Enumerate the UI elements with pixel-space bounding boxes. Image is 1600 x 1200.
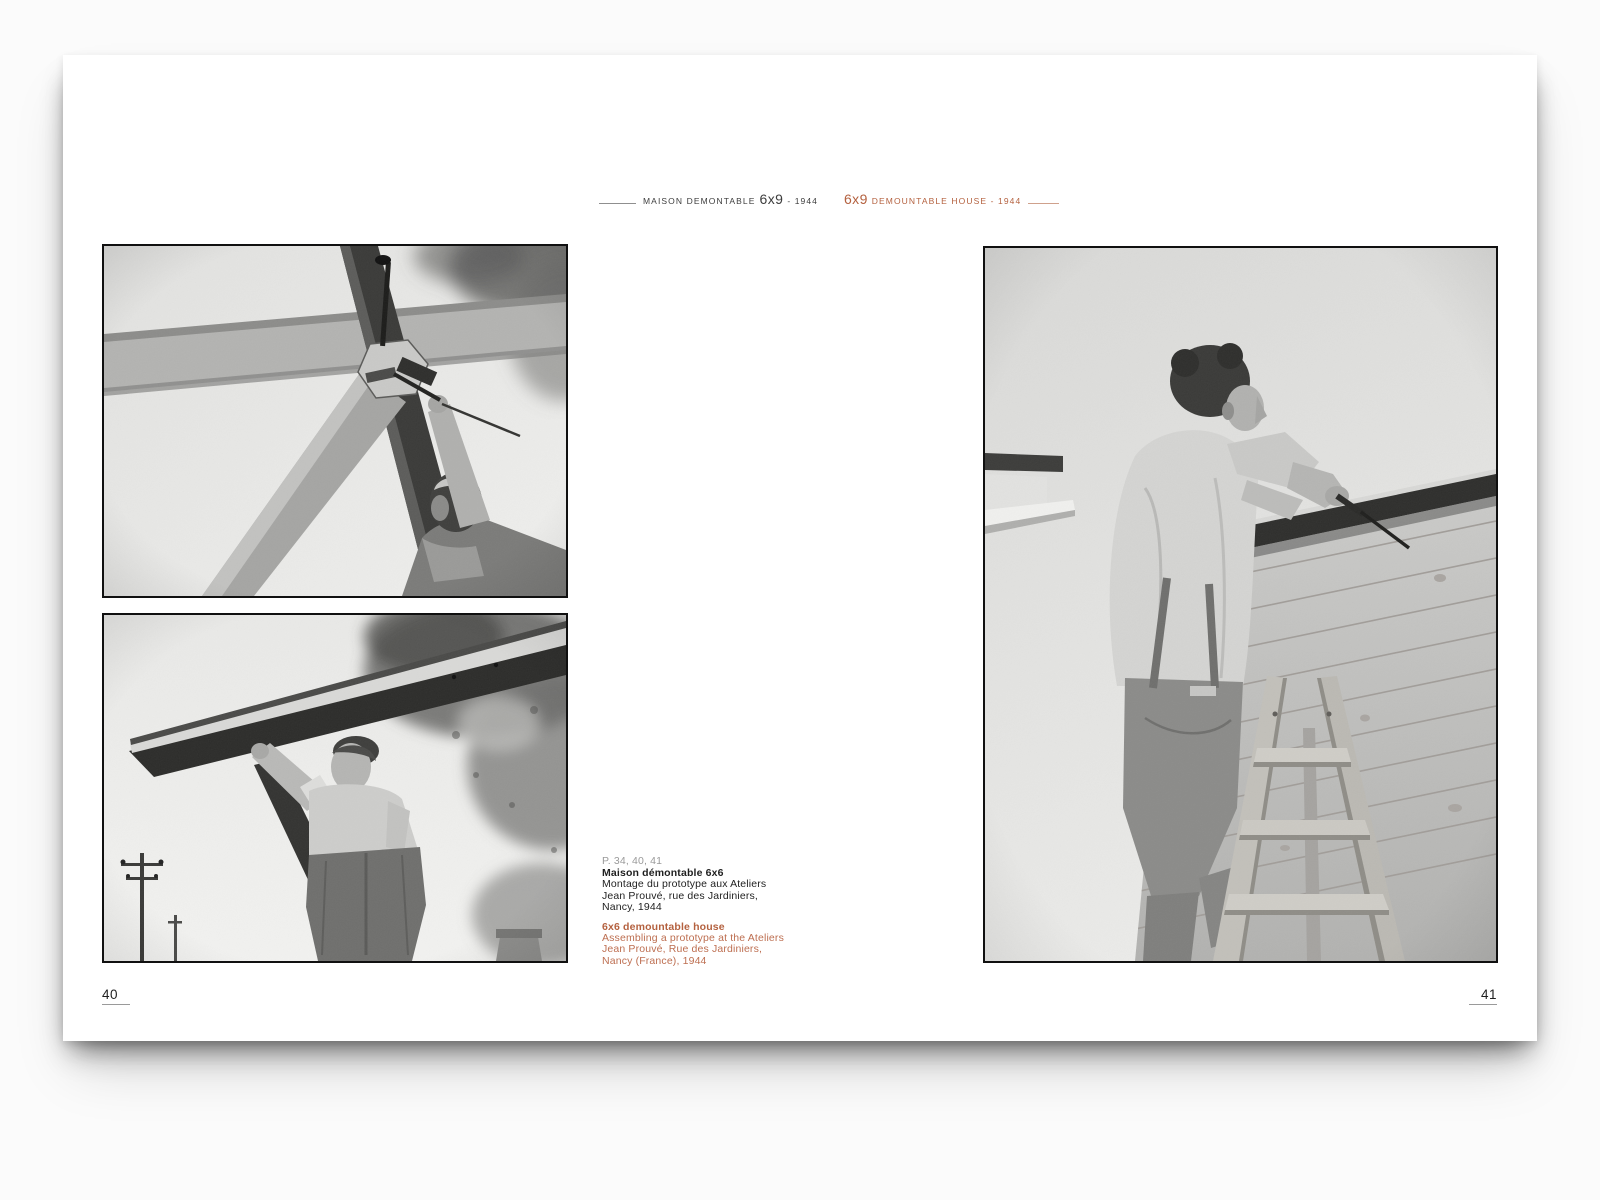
running-head-english	[840, 191, 1059, 207]
running-head-fr-suffix: - 1944	[787, 196, 819, 206]
running-head-en-rest: DEMOUNTABLE HOUSE - 1944	[871, 196, 1022, 206]
caption-page-ref: P. 34, 40, 41	[602, 855, 663, 867]
caption-fr-line: Jean Prouvé, rue des Jardiniers,	[602, 889, 758, 902]
running-head-fr-prefix: MAISON DEMONTABLE	[643, 196, 756, 206]
caption-french	[602, 868, 832, 913]
page-number-right-value: 41	[1469, 987, 1497, 1005]
page-number-right	[1469, 987, 1497, 1005]
photo-ladder-wall-art	[985, 248, 1496, 961]
running-head-rule-right	[1028, 203, 1059, 204]
caption-fr-line: Nancy, 1944	[602, 900, 662, 913]
page-number-left	[102, 987, 130, 1005]
running-head-fr-number: 6x9	[759, 191, 784, 207]
book-spread	[63, 55, 1537, 1041]
caption-en-line: Jean Prouvé, Rue des Jardiniers,	[602, 943, 763, 956]
running-head-rule-left	[599, 203, 636, 204]
photo-ladder-wall	[983, 246, 1498, 963]
caption-en-line: Nancy (France), 1944	[602, 954, 707, 967]
caption-fr-title: Maison démontable 6x6	[602, 867, 724, 880]
caption-en-line: Assembling a prototype at the Ateliers	[602, 932, 784, 945]
photo-beam-joint	[102, 244, 568, 598]
running-head-french	[599, 191, 818, 207]
photo-carrying-beam-art	[104, 615, 566, 961]
caption-block	[602, 856, 832, 967]
photo-beam-joint-art	[104, 246, 566, 596]
caption-fr-line: Montage du prototype aux Ateliers	[602, 878, 767, 891]
running-head-en-number: 6x9	[844, 191, 868, 207]
photo-carrying-beam	[102, 613, 568, 963]
page-number-left-value: 40	[102, 987, 130, 1005]
caption-en-title: 6x6 demountable house	[602, 921, 725, 934]
caption-english	[602, 922, 832, 967]
